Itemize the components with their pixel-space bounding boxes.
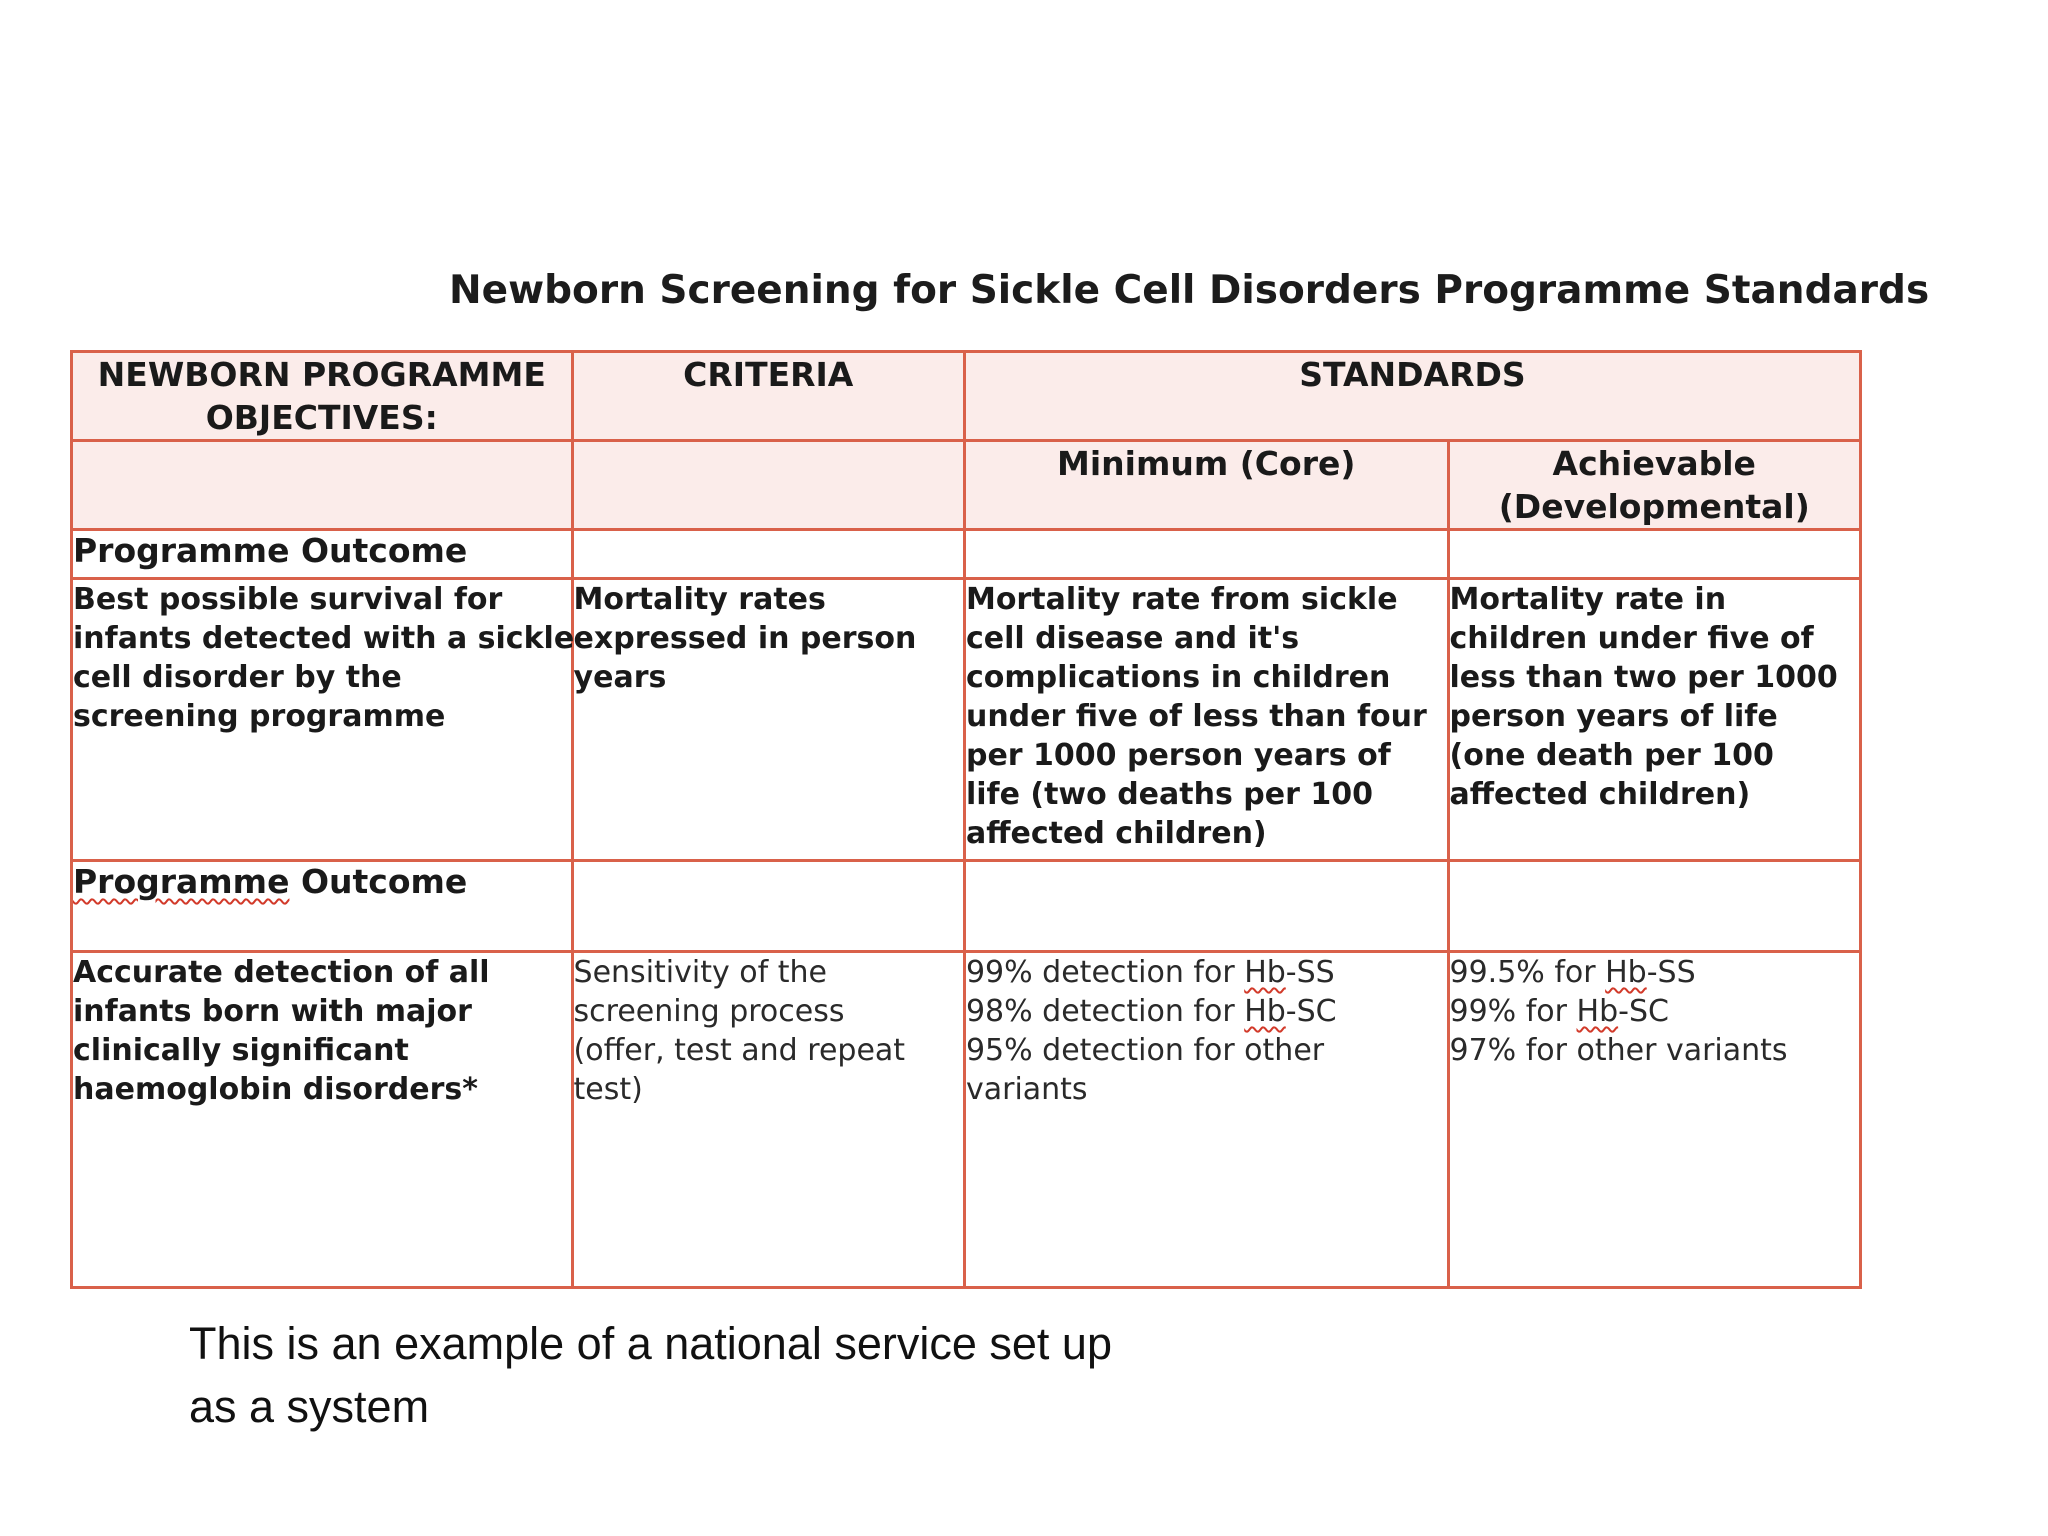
minimum-standard-cell xyxy=(964,952,1448,1288)
subheader-achievable-line2: (Developmental) xyxy=(1498,487,1810,526)
cell-text: 99% detection for xyxy=(965,955,1245,990)
cell-line: Best possible survival for xyxy=(73,582,503,617)
subheader-achievable-line1: Achievable xyxy=(1552,444,1756,483)
spellcheck-mark: Hb xyxy=(1244,994,1286,1029)
cell-line xyxy=(966,953,1447,992)
cell-line: under five of less than four xyxy=(965,699,1427,734)
achievable-standard-cell xyxy=(1448,579,1861,861)
table-row xyxy=(72,952,1861,1288)
cell-line xyxy=(966,1070,1447,1109)
spellcheck-mark: Hb xyxy=(1244,955,1286,990)
slide-caption xyxy=(189,1312,1289,1438)
cell-text: 98% detection for xyxy=(965,994,1245,1029)
subheader-achievable xyxy=(1448,441,1861,530)
cell-text: variants xyxy=(965,1072,1088,1107)
cell-line: cell disorder by the xyxy=(73,660,402,695)
cell-line xyxy=(1450,992,1860,1031)
criteria-cell xyxy=(572,579,964,861)
cell-line: expressed in person xyxy=(573,621,917,656)
cell-text: 99.5% for xyxy=(1449,955,1606,990)
spellcheck-mark: Hb xyxy=(1576,994,1619,1029)
cell-line: life (two deaths per 100 xyxy=(965,777,1373,812)
section-empty-cell xyxy=(964,530,1448,579)
cell-text: 97% for other variants xyxy=(1449,1033,1788,1068)
cell-line: affected children) xyxy=(1449,777,1751,812)
cell-line: Mortality rate from sickle xyxy=(965,582,1398,617)
header-objectives-line1: NEWBORN PROGRAMME xyxy=(97,355,546,394)
cell-text: 99% for xyxy=(1449,994,1577,1029)
section-empty-cell xyxy=(572,530,964,579)
objective-cell xyxy=(72,952,573,1288)
cell-line: per 1000 person years of xyxy=(965,738,1391,773)
cell-line: Accurate detection of all xyxy=(73,955,490,990)
section-row xyxy=(72,861,1861,952)
header-criteria: CRITERIA xyxy=(572,352,964,441)
cell-line: clinically significant xyxy=(73,1033,409,1068)
cell-text: -SC xyxy=(1285,994,1337,1029)
cell-line: affected children) xyxy=(965,816,1267,851)
section-empty-cell xyxy=(1448,530,1861,579)
criteria-cell xyxy=(572,952,964,1288)
header-row xyxy=(72,352,1861,441)
cell-line: screening programme xyxy=(73,699,446,734)
section-label-part: Programme xyxy=(73,862,290,901)
spellcheck-mark: Hb xyxy=(1605,955,1647,990)
cell-line: infants detected with a sickle xyxy=(73,621,575,656)
section-empty-cell xyxy=(572,861,964,952)
cell-line: children under five of xyxy=(1449,621,1814,656)
section-empty-cell xyxy=(964,861,1448,952)
cell-text: -SS xyxy=(1285,955,1335,990)
standards-table-container xyxy=(70,350,1862,1289)
subheader-minimum: Minimum (Core) xyxy=(964,441,1448,530)
cell-line: (offer, test and repeat xyxy=(573,1033,906,1068)
cell-line: years xyxy=(573,660,667,695)
cell-line: test) xyxy=(573,1072,643,1107)
table-title: Newborn Screening for Sickle Cell Disorders Programme Standards xyxy=(449,268,1930,313)
cell-line: person years of life xyxy=(1449,699,1778,734)
cell-line: cell disease and it's xyxy=(965,621,1300,656)
cell-line xyxy=(1450,953,1860,992)
section-row xyxy=(72,530,1861,579)
cell-line: (one death per 100 xyxy=(1449,738,1774,773)
cell-text: 95% detection for other xyxy=(965,1033,1325,1068)
section-label-part: Outcome xyxy=(289,862,468,901)
caption-line: as a system xyxy=(189,1381,430,1432)
minimum-standard-cell xyxy=(964,579,1448,861)
cell-line: infants born with major xyxy=(73,994,472,1029)
subheader-empty-objectives xyxy=(72,441,573,530)
section-label xyxy=(72,861,573,952)
cell-line: Mortality rates xyxy=(573,582,826,617)
cell-line: less than two per 1000 xyxy=(1449,660,1838,695)
section-label: Programme Outcome xyxy=(72,530,573,579)
cell-line: Mortality rate in xyxy=(1449,582,1727,617)
cell-text: -SS xyxy=(1646,955,1696,990)
subheader-empty-criteria xyxy=(572,441,964,530)
standards-table xyxy=(70,350,1862,1289)
cell-line xyxy=(1450,1031,1860,1070)
header-standards: STANDARDS xyxy=(964,352,1860,441)
cell-line: screening process xyxy=(573,994,845,1029)
objective-cell xyxy=(72,579,573,861)
achievable-standard-cell xyxy=(1448,952,1861,1288)
subheader-row xyxy=(72,441,1861,530)
header-objectives xyxy=(72,352,573,441)
cell-line: haemoglobin disorders* xyxy=(73,1072,478,1107)
table-row xyxy=(72,579,1861,861)
cell-line: complications in children xyxy=(965,660,1391,695)
cell-line: Sensitivity of the xyxy=(573,955,827,990)
cell-line xyxy=(966,1031,1447,1070)
cell-line xyxy=(966,992,1447,1031)
header-objectives-line2: OBJECTIVES: xyxy=(205,398,438,437)
caption-line: This is an example of a national service set up xyxy=(189,1318,1112,1369)
cell-text: -SC xyxy=(1618,994,1669,1029)
section-empty-cell xyxy=(1448,861,1861,952)
